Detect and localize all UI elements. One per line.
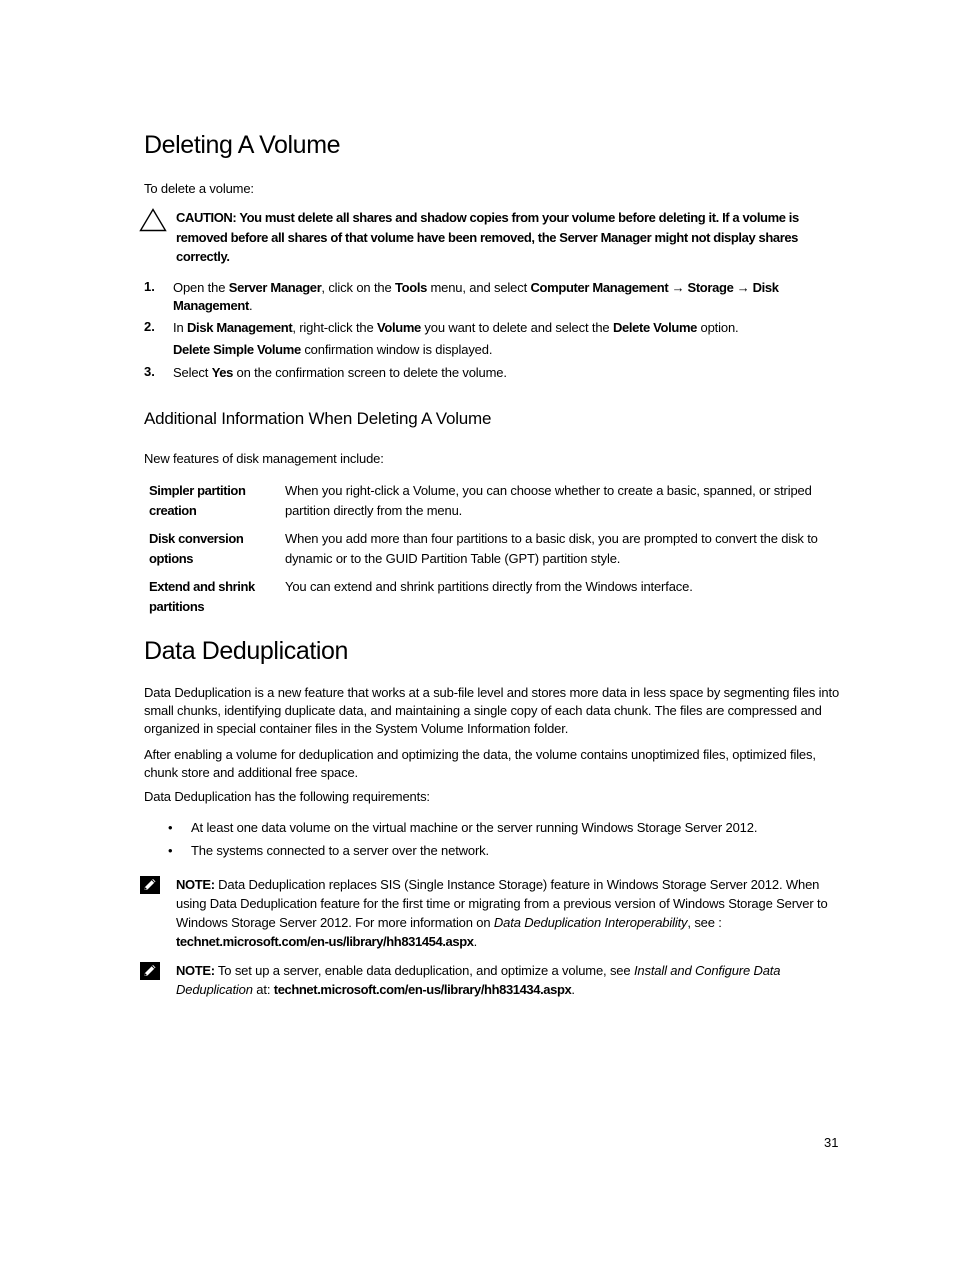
ui-term-yes: Yes — [211, 365, 234, 380]
feature-description: When you add more than four partitions to a basic disk, you are prompted to convert the disk to dynamic or to the GUID Partition Table (GPT) partition style. — [285, 531, 818, 566]
text-span: . — [571, 982, 575, 997]
step-2-text — [173, 319, 813, 337]
dedup-paragraph-1: Data Deduplication is a new feature that works at a sub-file level and stores more data in less space by segmenting files into small chunks, identifying duplicate data, and maintaining a single copy of each data chunk. The files are compressed and organized in special container files in the System Volume Information folder. — [144, 685, 840, 736]
step-1-text — [173, 279, 813, 315]
text-span: Select — [173, 365, 212, 380]
warning-triangle-icon — [139, 208, 167, 237]
caution-label: CAUTION: — [176, 210, 237, 225]
technet-link-hh831434[interactable]: technet.microsoft.com/en-us/library/hh831434.aspx — [273, 982, 572, 997]
note-label: NOTE: — [176, 963, 215, 978]
table-row — [144, 577, 840, 625]
text-span: , click on the — [321, 280, 396, 295]
step-number: 3. — [144, 364, 155, 379]
text-span: . — [473, 934, 478, 949]
requirements-intro: Data Deduplication has the following requirements: — [144, 789, 430, 804]
text-span: on the confirmation screen to delete the volume. — [233, 365, 507, 380]
ui-term-tools: Tools — [395, 280, 427, 295]
ui-term-menu-path: Computer Management → Storage → Disk Management — [173, 280, 779, 313]
text-span: menu, and select — [426, 280, 531, 295]
note-setup-server — [176, 961, 836, 999]
text-span: confirmation window is displayed. — [300, 342, 493, 357]
text-span: To set up a server, enable data deduplication, and optimize a volume, see — [214, 963, 634, 978]
text-span: . — [248, 298, 253, 313]
text-span: , see : — [687, 915, 722, 930]
ui-term-disk-management: Disk Management — [187, 320, 293, 335]
bullet-marker: • — [168, 843, 173, 858]
text-span: option. — [697, 320, 739, 335]
step-2-subtext — [173, 341, 813, 359]
bullet-marker: • — [168, 820, 173, 835]
text-span: , right-click the — [292, 320, 378, 335]
text-span: at: — [252, 982, 274, 997]
pencil-note-icon — [140, 962, 160, 985]
features-intro: New features of disk management include: — [144, 451, 384, 466]
page-number: 31 — [824, 1135, 839, 1150]
ui-term-delete-simple-volume: Delete Simple Volume — [173, 342, 301, 357]
text-span: Data Deduplication replaces SIS (Single Instance Storage) feature in Windows Storage Server 2012. When using Data Deduplication feature for the first time or migrating from a previous version of Windows Storage Server to Windows Storage Server 2012. For more information on — [176, 877, 828, 930]
intro-text: To delete a volume: — [144, 181, 254, 196]
feature-term: Simpler partition creation — [149, 483, 246, 518]
italic-title: Data Deduplication Interoperability — [493, 915, 688, 930]
pencil-note-icon — [140, 876, 160, 899]
heading-additional-information: Additional Information When Deleting A Volume — [144, 409, 492, 428]
technet-link-hh831454[interactable]: technet.microsoft.com/en-us/library/hh831454.aspx — [176, 934, 474, 949]
caution-message — [176, 208, 816, 267]
step-3-text — [173, 364, 813, 382]
feature-term: Extend and shrink partitions — [149, 579, 255, 614]
heading-data-deduplication: Data Deduplication — [144, 637, 349, 665]
italic-title: Install and Configure Data Deduplication — [176, 963, 781, 997]
requirement-item: The systems connected to a server over the network. — [191, 843, 489, 858]
step-number: 2. — [144, 319, 155, 334]
caution-text: You must delete all shares and shadow copies from your volume before deleting it. If a volume is removed before all shares of that volume have been removed, the Server Manager might not display shares correctly. — [176, 210, 799, 264]
dedup-paragraph-2: After enabling a volume for deduplication and optimizing the data, the volume contains unoptimized files, optimized files, chunk store and additional free space. — [144, 747, 816, 780]
text-span: you want to delete and select the — [420, 320, 613, 335]
text-span: In — [173, 320, 188, 335]
table-row — [144, 481, 840, 529]
step-number: 1. — [144, 279, 155, 294]
features-table — [144, 481, 840, 625]
note-deduplication-sis — [176, 875, 836, 951]
ui-term-delete-volume: Delete Volume — [612, 320, 698, 335]
feature-description: When you right-click a Volume, you can choose whether to create a basic, spanned, or striped partition directly from the menu. — [285, 483, 812, 518]
note-label: NOTE: — [176, 877, 215, 892]
requirement-item: At least one data volume on the virtual machine or the server running Windows Storage Server 2012. — [191, 820, 758, 835]
feature-term: Disk conversion options — [149, 531, 244, 566]
heading-deleting-a-volume: Deleting A Volume — [144, 131, 341, 159]
table-row — [144, 529, 840, 577]
ui-term-volume: Volume — [377, 320, 421, 335]
text-span: Open the — [173, 280, 229, 295]
ui-term-server-manager: Server Manager — [228, 280, 322, 295]
feature-description: You can extend and shrink partitions directly from the Windows interface. — [285, 579, 693, 594]
